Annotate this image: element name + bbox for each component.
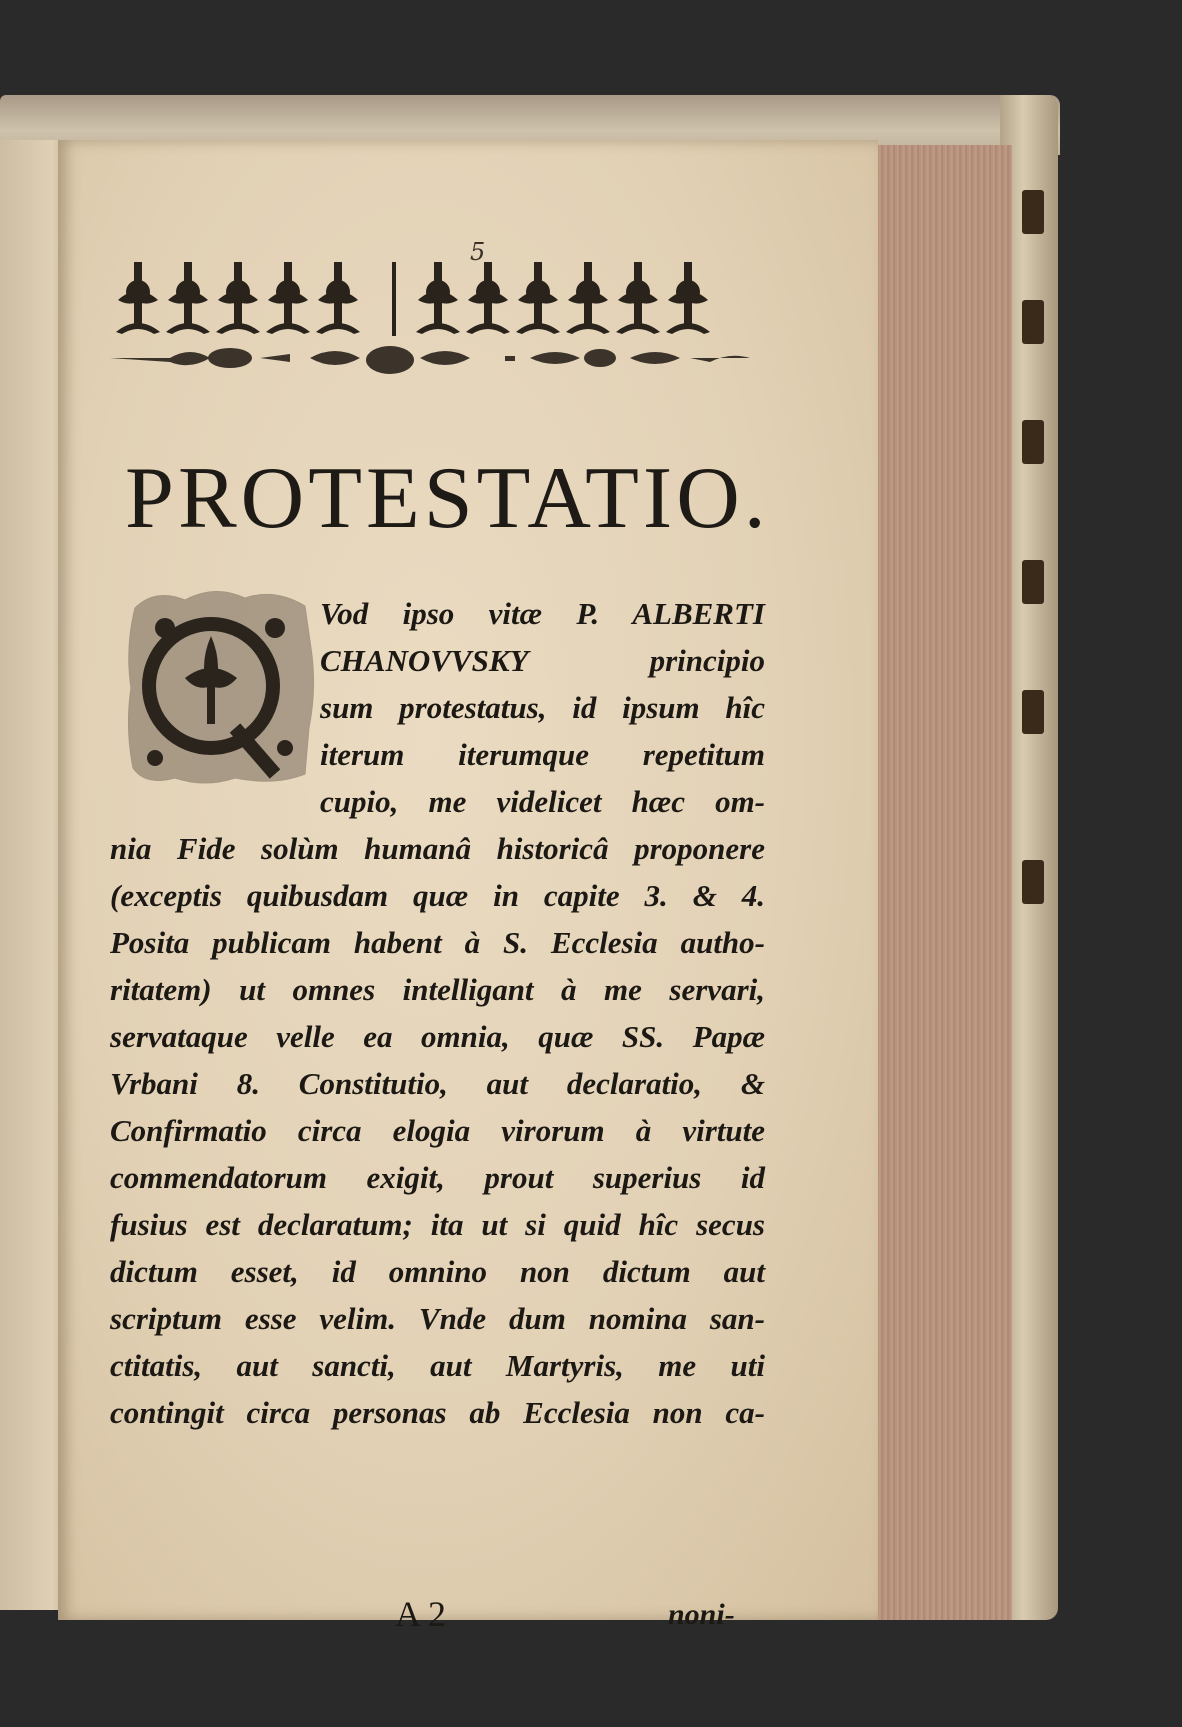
- fleuron-icon: [116, 262, 160, 334]
- text-line: fusius est declaratum; ita ut si quid hîc secus: [110, 1207, 765, 1242]
- spine-mark: [1022, 690, 1044, 734]
- spine-mark: [1022, 560, 1044, 604]
- text-line: contingit circa personas ab Ecclesia non ca-: [110, 1395, 765, 1430]
- text-line: dictum esset, id omnino non dictum aut: [110, 1254, 765, 1289]
- text-line: Posita publicam habent à S. Ecclesia autho-: [110, 925, 765, 960]
- text-line: ctitatis, aut sancti, aut Martyris, me uti: [110, 1348, 765, 1383]
- page-fore-edge: [872, 145, 1012, 1620]
- text-line: Vrbani 8. Constitutio, aut declaratio, &: [110, 1066, 765, 1101]
- text-line: sum protestatus, id ipsum hîc: [320, 690, 765, 725]
- spine-mark: [1022, 190, 1044, 234]
- text-line: (exceptis quibusdam quæ in capite 3. & 4.: [110, 878, 765, 913]
- spine-mark: [1022, 420, 1044, 464]
- text-line: scriptum esse velim. Vnde dum nomina san-: [110, 1301, 765, 1336]
- protestatio-text: [110, 590, 765, 1436]
- spine-mark: [1022, 860, 1044, 904]
- text-line: iterum iterumque repetitum: [320, 737, 765, 772]
- text-line: cupio, me videlicet hæc om-: [320, 784, 765, 819]
- catchword: noni-: [668, 1598, 735, 1631]
- text-line: ritatem) ut omnes intelligant à me servari,: [110, 972, 765, 1007]
- spine-mark: [1022, 300, 1044, 344]
- text-line: servataque velle ea omnia, quæ SS. Papæ: [110, 1019, 765, 1054]
- page-number: 5: [470, 238, 486, 266]
- text-line: commendatorum exigit, prout superius id: [110, 1160, 765, 1195]
- text-line: CHANOVVSKY principio: [320, 643, 765, 678]
- text-line: Confirmatio circa elogia virorum à virtute: [110, 1113, 765, 1148]
- text-line: Vod ipso vitæ P. ALBERTI: [320, 596, 765, 631]
- headpiece-ornament: [110, 262, 770, 412]
- signature-mark: A 2: [395, 1594, 447, 1634]
- text-line: nia Fide solùm humanâ historicâ proponere: [110, 831, 765, 866]
- page-title: PROTESTATIO.: [125, 450, 770, 547]
